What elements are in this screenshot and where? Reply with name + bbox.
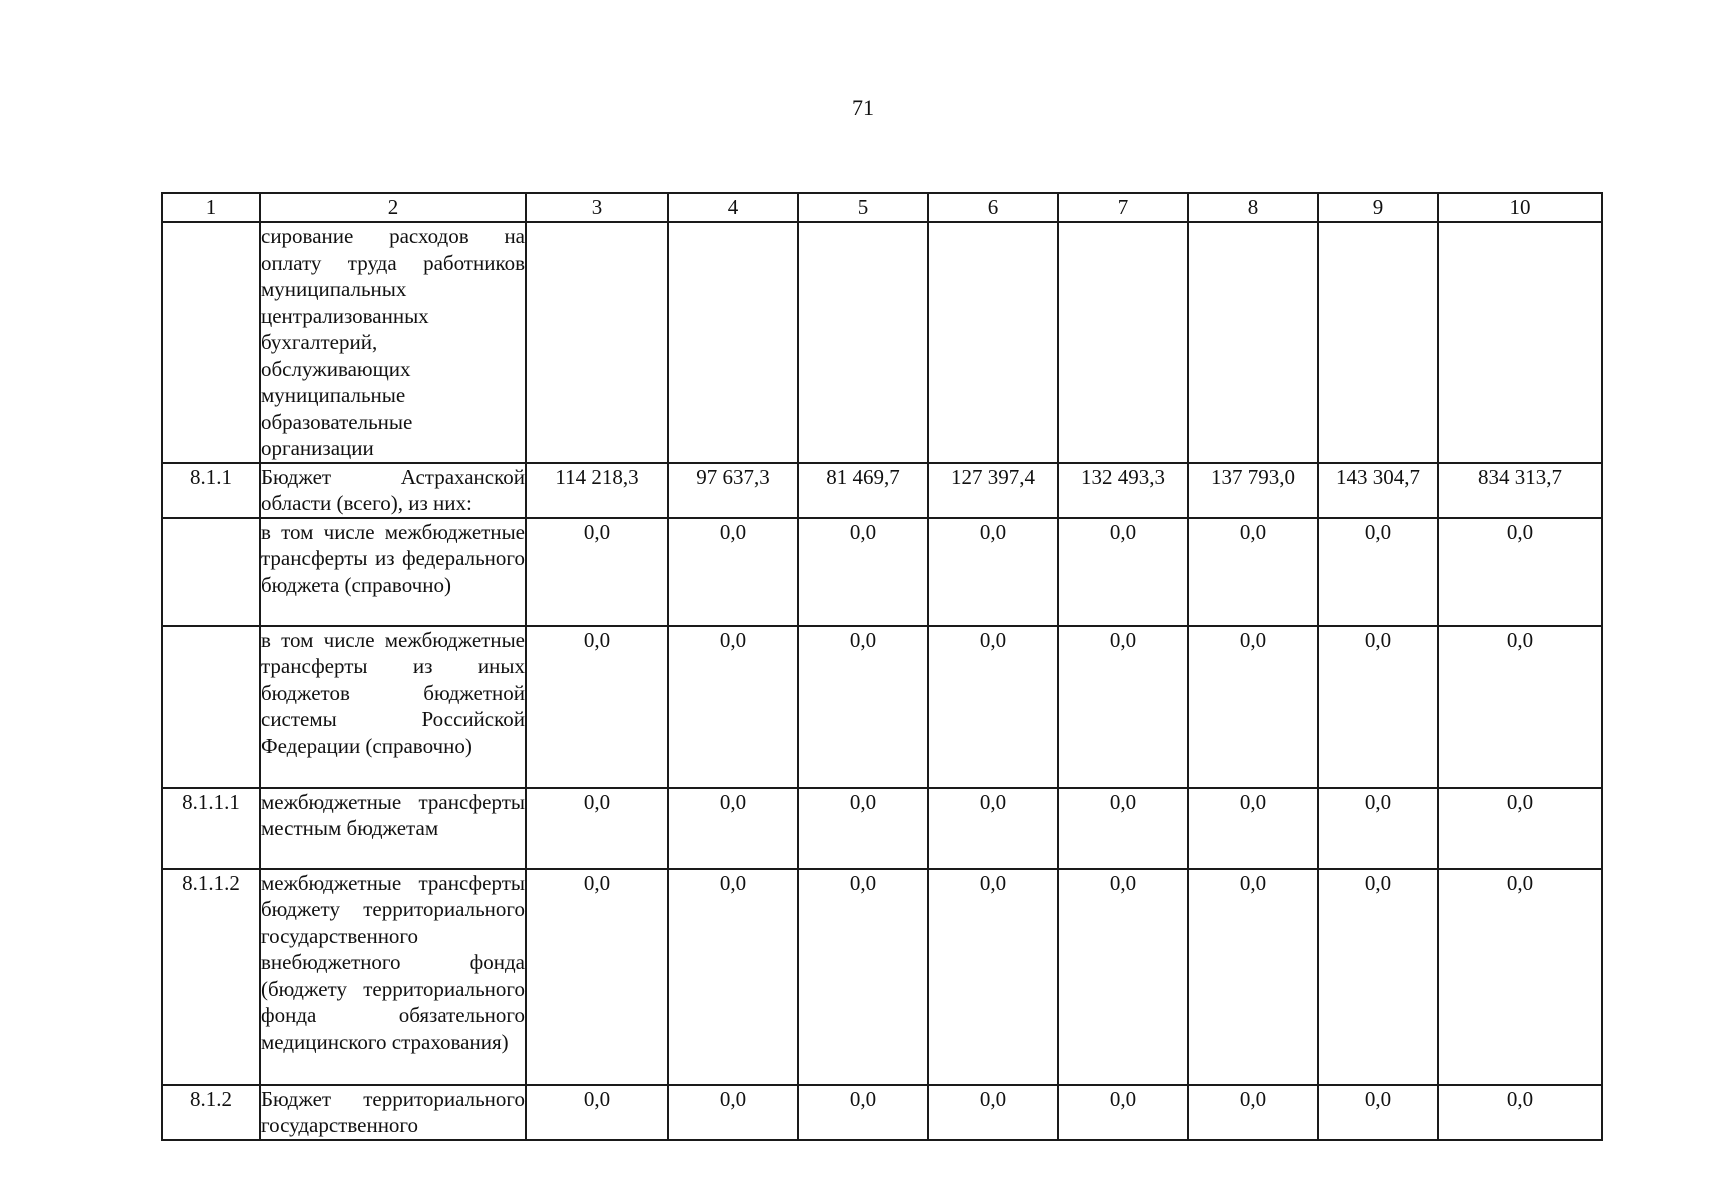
value-cell: 132 493,3 bbox=[1058, 463, 1188, 518]
value-cell: 81 469,7 bbox=[798, 463, 928, 518]
row-code: 8.1.1.1 bbox=[162, 788, 260, 869]
row-code bbox=[162, 222, 260, 463]
column-header: 3 bbox=[526, 193, 668, 222]
value-cell bbox=[668, 222, 798, 463]
table-row bbox=[162, 626, 1602, 788]
page-number: 71 bbox=[852, 95, 874, 120]
value-cell: 0,0 bbox=[668, 626, 798, 788]
value-cell bbox=[1058, 222, 1188, 463]
value-cell: 0,0 bbox=[526, 518, 668, 626]
row-description: Бюджет Астраханской области (всего), из них: bbox=[260, 463, 526, 518]
table-row bbox=[162, 518, 1602, 626]
table-row bbox=[162, 222, 1602, 463]
value-cell: 0,0 bbox=[1438, 518, 1602, 626]
value-cell: 114 218,3 bbox=[526, 463, 668, 518]
row-description: Бюджет территориального государственного bbox=[260, 1085, 526, 1140]
column-header: 5 bbox=[798, 193, 928, 222]
row-description: в том числе межбюджетные трансферты из федерального бюджета (справочно) bbox=[260, 518, 526, 626]
value-cell: 0,0 bbox=[1188, 788, 1318, 869]
table-row bbox=[162, 463, 1602, 518]
value-cell: 0,0 bbox=[798, 518, 928, 626]
value-cell: 0,0 bbox=[1058, 626, 1188, 788]
value-cell: 0,0 bbox=[1188, 1085, 1318, 1140]
value-cell: 0,0 bbox=[1318, 1085, 1438, 1140]
column-header: 8 bbox=[1188, 193, 1318, 222]
row-code: 8.1.1 bbox=[162, 463, 260, 518]
value-cell: 0,0 bbox=[1058, 1085, 1188, 1140]
value-cell: 0,0 bbox=[798, 869, 928, 1085]
value-cell: 0,0 bbox=[928, 518, 1058, 626]
column-header: 2 bbox=[260, 193, 526, 222]
value-cell: 0,0 bbox=[526, 1085, 668, 1140]
value-cell: 0,0 bbox=[526, 788, 668, 869]
column-header: 1 bbox=[162, 193, 260, 222]
value-cell: 0,0 bbox=[1318, 518, 1438, 626]
column-header: 4 bbox=[668, 193, 798, 222]
value-cell: 0,0 bbox=[1058, 869, 1188, 1085]
value-cell bbox=[928, 222, 1058, 463]
value-cell: 0,0 bbox=[526, 626, 668, 788]
value-cell: 0,0 bbox=[668, 788, 798, 869]
value-cell: 0,0 bbox=[1438, 626, 1602, 788]
row-description: межбюджетные трансферты бюджету территориального государственного внебюджетного фонда (бюджету территориального фонда обязательного медицинского страхования) bbox=[260, 869, 526, 1085]
value-cell: 0,0 bbox=[668, 1085, 798, 1140]
column-header: 7 bbox=[1058, 193, 1188, 222]
table-row bbox=[162, 788, 1602, 869]
value-cell: 0,0 bbox=[668, 869, 798, 1085]
row-description: сирование расходов на оплату труда работников муниципальных централизованных бухгалтерий, обслуживающих муниципальные образовательные организации bbox=[260, 222, 526, 463]
value-cell: 0,0 bbox=[1318, 788, 1438, 869]
value-cell: 97 637,3 bbox=[668, 463, 798, 518]
column-number-row bbox=[162, 193, 1602, 222]
value-cell bbox=[1438, 222, 1602, 463]
row-code bbox=[162, 518, 260, 626]
value-cell: 0,0 bbox=[928, 869, 1058, 1085]
value-cell: 0,0 bbox=[1438, 788, 1602, 869]
value-cell: 0,0 bbox=[1058, 518, 1188, 626]
value-cell: 0,0 bbox=[928, 626, 1058, 788]
value-cell: 0,0 bbox=[668, 518, 798, 626]
value-cell: 0,0 bbox=[1188, 518, 1318, 626]
row-description: в том числе межбюджетные трансферты из иных бюджетов бюджетной системы Российской Федерации (справочно) bbox=[260, 626, 526, 788]
value-cell: 0,0 bbox=[1438, 1085, 1602, 1140]
value-cell: 0,0 bbox=[1318, 869, 1438, 1085]
value-cell: 0,0 bbox=[1058, 788, 1188, 869]
value-cell bbox=[1318, 222, 1438, 463]
row-code: 8.1.1.2 bbox=[162, 869, 260, 1085]
value-cell: 0,0 bbox=[1188, 869, 1318, 1085]
row-code: 8.1.2 bbox=[162, 1085, 260, 1140]
value-cell: 0,0 bbox=[526, 869, 668, 1085]
value-cell: 834 313,7 bbox=[1438, 463, 1602, 518]
value-cell: 0,0 bbox=[928, 788, 1058, 869]
value-cell: 0,0 bbox=[798, 626, 928, 788]
value-cell bbox=[1188, 222, 1318, 463]
table-row bbox=[162, 1085, 1602, 1140]
value-cell: 0,0 bbox=[1318, 626, 1438, 788]
value-cell: 127 397,4 bbox=[928, 463, 1058, 518]
row-code bbox=[162, 626, 260, 788]
value-cell: 0,0 bbox=[1438, 869, 1602, 1085]
value-cell: 137 793,0 bbox=[1188, 463, 1318, 518]
column-header: 6 bbox=[928, 193, 1058, 222]
value-cell: 0,0 bbox=[928, 1085, 1058, 1140]
value-cell: 143 304,7 bbox=[1318, 463, 1438, 518]
table-row bbox=[162, 869, 1602, 1085]
value-cell: 0,0 bbox=[798, 1085, 928, 1140]
column-header: 9 bbox=[1318, 193, 1438, 222]
value-cell: 0,0 bbox=[798, 788, 928, 869]
value-cell bbox=[526, 222, 668, 463]
row-description: межбюджетные трансферты местным бюджетам bbox=[260, 788, 526, 869]
value-cell bbox=[798, 222, 928, 463]
budget-table bbox=[161, 192, 1603, 1141]
column-header: 10 bbox=[1438, 193, 1602, 222]
value-cell: 0,0 bbox=[1188, 626, 1318, 788]
